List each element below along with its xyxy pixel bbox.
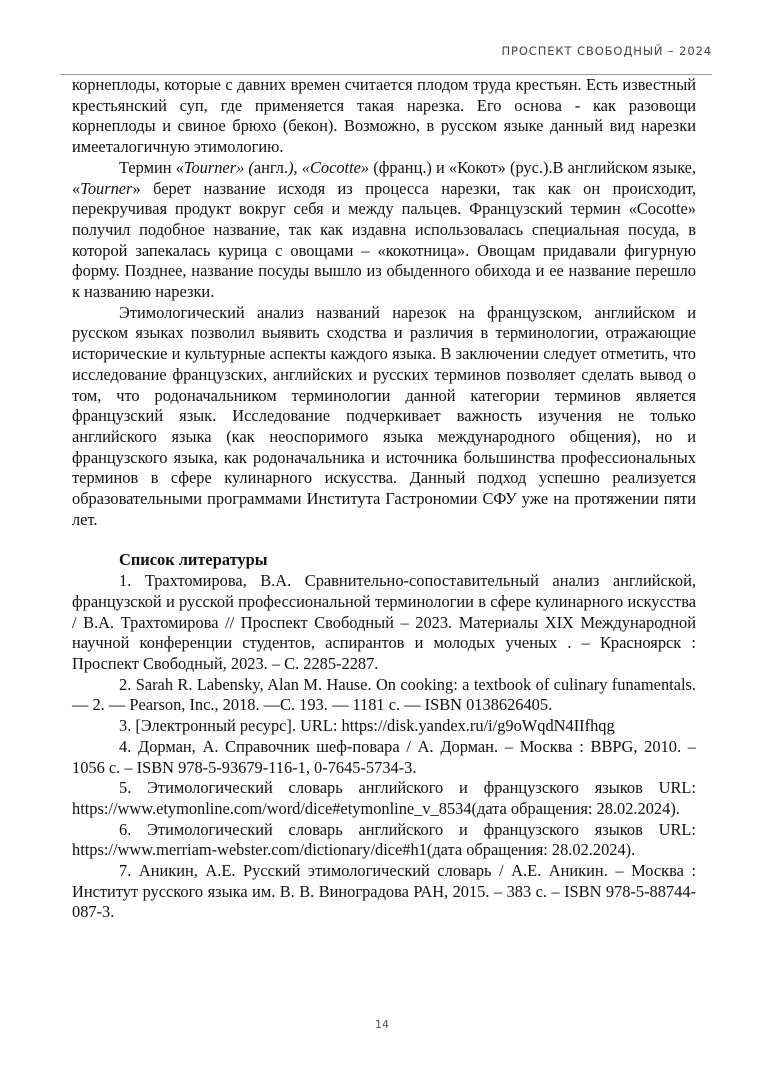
reference-item: 6. Этимологический словарь английского и французского языков URL: https://www.merriam-webster.com/dictionary/dice#h1(дата обращения: 28.02.2024).	[72, 819, 696, 860]
term-tourner: Tourner» (	[183, 157, 254, 177]
paragraph: Этимологический анализ названий нарезок на французском, английском и русском языках позволил выявить сходства и различия в терминологии, отражающие исторические и культурные аспекты каждого языка. В заключении следует отметить, что исследование французских, английских и русских терминов позволяет сделать вывод о том, что родоначальником терминологии данной категории терминов является французский язык. Исследование подчеркивает важность изучения не только английского языка (как неоспоримого языка международного общения), но и французского языка, как родоначальника и источника большинства профессиональных терминов в сфере кулинарного искусства. Данный подход успешно реализуется образовательными программами Института Гастрономии СФУ уже на протяжении пяти лет.	[72, 302, 696, 529]
journal-title: ПРОСПЕКТ СВОБОДНЫЙ – 2024	[501, 44, 712, 58]
reference-item: 7. Аникин, А.Е. Русский этимологический словарь / А.Е. Аникин. – Москва : Институт русского языка им. В. В. Виноградова РАН, 2015. – 383 с. – ISBN 978-5-88744-087-3.	[72, 861, 696, 922]
reference-item: 4. Дорман, А. Справочник шеф-повара / А. Дорман. – Москва : BBPG, 2010. – 1056 с. – ISBN 978-5-93679-116-1, 0-7645-5734-3.	[72, 736, 696, 777]
reference-item: 5. Этимологический словарь английского и французского языков URL: https://www.etymonline.com/word/dice#etymonline_v_8534(дата обращения: 28.02.2024).	[72, 778, 696, 818]
running-header	[60, 40, 712, 75]
reference-item: 2. Sarah R. Labensky, Alan M. Hause. On cooking: a textbook of culinary funamentals. — 2. — Pearson, Inc., 2018. —С. 193. — 1181 с. — ISBN 0138626405.	[72, 674, 696, 715]
page-body	[72, 75, 696, 923]
term-tourner: Tourner	[80, 178, 133, 198]
reference-item: 1. Трахтомирова, В.А. Сравнительно-сопоставительный анализ английской, французской и русской профессиональной терминологии в сфере кулинарного искусства / В.А. Трахтомирова // Проспект Свободный – 2023. Материалы XIX Международной научной конференции студентов, аспирантов и молодых ученых . – Красноярск : Проспект Свободный, 2023. – С. 2285-2287.	[72, 571, 696, 673]
references-title: Список литературы	[119, 550, 268, 570]
paragraph: корнеплоды, которые с давних времен считается плодом труда крестьян. Есть известный крестьянский суп, где применяется такая нарезка. Его основа - как разовощи корнеплоды и свиное брюхо (бекон). Возможно, в русском языке данный вид нарезки имееталогичную этимологию.	[72, 75, 696, 157]
reference-item: 3. [Электронный ресурс]. URL: https://disk.yandex.ru/i/g9oWqdN4IIfhqg	[119, 716, 615, 736]
paragraph: Термин «Tourner» (англ.), «Cocotte» (франц.) и «Кокот» (рус.).В английском языке, «Tourner» берет название исходя из процесса нарезки, так как он происходит, перекручивая продукт вокруг себя и между пальцев. Французский термин «Cocotte» получил подобное название, так как издавна использовалась специальная посуда, в которой запекалась курица с овощами – «кокотница». Овощам придавали фигурную форму. Позднее, название посуды вышло из обыденного обихода и ее название перешло к названию нарезки.	[72, 157, 696, 302]
term-cocotte: ), «Cocotte»	[288, 157, 370, 177]
page-number: 14	[375, 1018, 389, 1031]
